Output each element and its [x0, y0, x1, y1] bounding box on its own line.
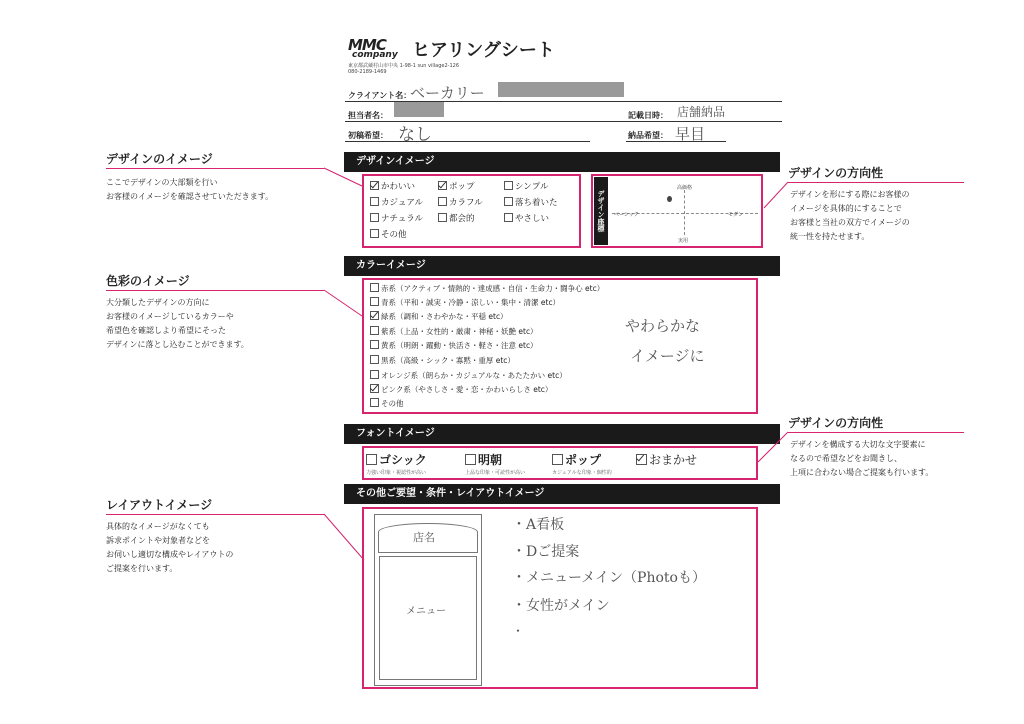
side-layout-line: お伺いし適切な構成やレイアウトの	[106, 550, 234, 559]
side-direction-title: デザインの方向性	[788, 166, 884, 180]
color-pink[interactable]	[370, 384, 552, 395]
option-gentle-label: やさしい	[515, 214, 550, 224]
option-calm-label: 落ち着いた	[515, 198, 558, 208]
layout-note-4[interactable]: ・女性がメイン	[512, 598, 610, 614]
color-red-label: 赤系（アクティブ・情熱的・達成感・自信・生命力・闘争心 etc）	[381, 284, 605, 293]
checkbox-checked-icon	[370, 384, 379, 393]
logo-mmc: MMC	[348, 36, 386, 54]
color-other[interactable]	[370, 398, 404, 409]
checkbox-icon	[370, 340, 379, 349]
option-other-label: その他	[381, 230, 407, 240]
delivery-underline	[626, 141, 726, 142]
logo-company: company	[352, 50, 398, 60]
side-color-line: 希望色を確認しより希望にそった	[106, 326, 226, 335]
font-pop-sub: カジュアルな印象・個性的	[552, 470, 612, 476]
first-draft-underline	[345, 141, 590, 142]
checkbox-icon	[504, 181, 513, 190]
side-color-text	[106, 296, 249, 352]
side-color-underline	[106, 290, 324, 291]
client-label: クライアント名：	[348, 91, 412, 100]
sketch-sign-label: 店名	[413, 531, 435, 544]
checkbox-icon	[370, 283, 379, 292]
layout-note-2[interactable]: ・Dご提案	[512, 544, 580, 560]
color-purple-label: 紫系（上品・女性的・厳粛・神秘・妖艶 etc）	[381, 327, 538, 336]
font-gothic[interactable]	[366, 451, 427, 468]
color-blue[interactable]	[370, 297, 560, 308]
sheet-title: ヒアリングシート	[412, 40, 555, 61]
checkbox-icon	[370, 229, 379, 238]
side-font-title: デザインの方向性	[788, 416, 884, 430]
checkbox-icon	[370, 197, 379, 206]
color-green-label: 緑系（調和・さわやかな・平穏 etc）	[381, 312, 508, 321]
option-calm[interactable]	[504, 196, 558, 208]
color-black-label: 黒系（高級・シック・寡黙・重厚 etc）	[381, 356, 515, 365]
side-layout-line: 訴求ポイントや対象者などを	[106, 536, 210, 545]
client-value[interactable]: ベーカリー	[410, 84, 485, 102]
side-layout-line: 具体的なイメージがなくても	[106, 522, 210, 531]
side-direction-text	[790, 188, 910, 244]
side-direction-line: 統一性を持たせます。	[790, 232, 870, 241]
redacted-person	[394, 102, 444, 117]
font-omakase[interactable]	[636, 451, 697, 468]
side-design-connector	[322, 166, 364, 188]
color-yellow[interactable]	[370, 340, 538, 351]
option-urban[interactable]	[438, 212, 475, 224]
side-design-line: ここでデザインの大部類を行い	[106, 178, 218, 187]
axis-top-label: 高価格	[677, 185, 693, 191]
option-natural[interactable]	[370, 212, 423, 224]
side-font-text	[790, 438, 933, 480]
layout-note-1[interactable]: ・A看板	[512, 517, 565, 533]
side-font-underline	[788, 432, 964, 433]
option-colorful-label: カラフル	[449, 198, 483, 208]
option-pop-label: ポップ	[449, 182, 475, 192]
company-address: 東京都武蔵村山市中央 1-98-1 sun village2-126	[348, 63, 460, 69]
font-mincho-label: 明朝	[478, 453, 503, 467]
checkbox-icon	[370, 370, 379, 379]
option-pop[interactable]	[438, 180, 475, 192]
first-draft-label: 初稿希望：	[348, 131, 388, 140]
side-layout-title: レイアウトイメージ	[106, 498, 213, 512]
side-font-line: デザインを構成する大切な文字要素に	[790, 440, 926, 449]
font-mincho[interactable]	[465, 451, 502, 468]
checkbox-icon	[552, 454, 563, 465]
axis-left-label: ベーシック	[614, 212, 639, 218]
color-pink-label: ピンク系（やさしさ・愛・恋・かわいらしさ etc）	[381, 385, 553, 394]
layout-note-5[interactable]: ・	[512, 624, 525, 638]
checkbox-icon	[370, 326, 379, 335]
option-gentle[interactable]	[504, 212, 549, 224]
design-image-bar: デザインイメージ	[344, 152, 780, 172]
font-image-bar: フォントイメージ	[344, 424, 780, 444]
checkbox-icon	[504, 213, 513, 222]
side-color-line: 大分類したデザインの方向に	[106, 298, 210, 307]
checkbox-icon	[438, 197, 447, 206]
side-design-line: お客様のイメージを確認させていただきます。	[106, 192, 274, 201]
checkbox-checked-icon	[636, 454, 647, 465]
side-font-line: 上項に合わない場合ご提案も行います。	[790, 468, 934, 477]
side-font-line: なるので希望などをお聞きし、	[790, 454, 902, 463]
side-design-text	[106, 176, 273, 204]
font-gothic-sub: 力強い印象・視認性が高い	[366, 470, 427, 476]
option-casual[interactable]	[370, 196, 423, 208]
coord-v-axis	[684, 190, 685, 235]
sketch-menu-area	[379, 556, 477, 680]
checkbox-checked-icon	[438, 181, 447, 190]
side-direction-line: お客様と当社の双方でイメージの	[790, 218, 910, 227]
side-layout-connector	[322, 512, 366, 562]
checkbox-icon	[504, 197, 513, 206]
font-pop[interactable]	[552, 451, 601, 468]
color-note-line2[interactable]: イメージに	[630, 347, 705, 365]
design-coordinate-label: デザイン座標	[594, 177, 608, 245]
color-blue-label: 青系（平和・誠実・冷静・涼しい・集中・清潔 etc）	[381, 298, 561, 307]
side-layout-line: ご提案を行います。	[106, 564, 178, 573]
checkbox-checked-icon	[370, 311, 379, 320]
font-mincho-sub: 上品な印象・可読性が高い	[465, 470, 526, 476]
color-green[interactable]	[370, 311, 508, 322]
checkbox-icon	[370, 297, 379, 306]
color-orange-label: オレンジ系（朗らか・カジュアルな・あたたかい etc）	[381, 371, 567, 380]
sketch-menu-label: メニュー	[406, 606, 446, 617]
side-layout-underline	[106, 514, 324, 515]
option-natural-label: ナチュラル	[381, 214, 423, 224]
option-other[interactable]	[370, 228, 407, 240]
delivery-value[interactable]: 早目	[675, 125, 706, 143]
side-color-line: お客様のイメージしているカラーや	[106, 312, 234, 321]
company-tel: 080-2189-1469	[348, 69, 387, 75]
option-kawaii-label: かわいい	[381, 182, 416, 192]
layout-note-3[interactable]: ・メニューメイン（Photoも）	[512, 570, 706, 586]
color-black[interactable]	[370, 355, 515, 366]
side-color-connector	[322, 288, 364, 318]
checkbox-icon	[465, 454, 476, 465]
redacted-client	[498, 82, 624, 97]
side-design-title: デザインのイメージ	[106, 152, 213, 166]
date-label: 記載日時：	[628, 111, 668, 120]
checkbox-icon	[370, 213, 379, 222]
option-kawaii[interactable]	[370, 180, 415, 192]
person-label: 担当者名：	[348, 111, 388, 120]
axis-bottom-label: 実用	[678, 238, 689, 244]
side-font-connector	[756, 430, 790, 464]
delivery-label: 納品希望：	[628, 131, 668, 140]
color-purple[interactable]	[370, 326, 538, 337]
option-colorful[interactable]	[438, 196, 483, 208]
color-yellow-label: 黄系（明朗・躍動・快活さ・軽さ・注意 etc）	[381, 341, 538, 350]
option-casual-label: カジュアル	[381, 198, 423, 208]
checkbox-icon	[366, 454, 377, 465]
side-layout-text	[106, 520, 233, 576]
option-simple-label: シンプル	[515, 182, 549, 192]
font-omakase-label: おまかせ	[649, 453, 698, 467]
date-value[interactable]: 店舗納品	[677, 105, 726, 119]
side-direction-line: イメージを具体的にすることで	[790, 204, 902, 213]
side-color-line: デザインに落とし込むことができます。	[106, 340, 249, 349]
side-direction-line: デザインを形にする際にお客様の	[790, 190, 910, 199]
color-image-bar: カラーイメージ	[344, 256, 780, 276]
side-design-underline	[106, 168, 324, 169]
checkbox-checked-icon	[370, 181, 379, 190]
color-note-line1[interactable]: やわらかな	[625, 317, 701, 335]
color-orange[interactable]	[370, 370, 567, 381]
first-draft-value[interactable]: なし	[398, 125, 432, 145]
option-urban-label: 都会的	[449, 214, 475, 224]
checkbox-icon	[438, 213, 447, 222]
font-pop-label: ポップ	[565, 453, 602, 467]
checkbox-icon	[370, 398, 379, 407]
option-simple[interactable]	[504, 180, 548, 192]
axis-right-label: モダン	[728, 212, 744, 218]
coord-marker-icon	[667, 196, 672, 202]
font-gothic-label: ゴシック	[379, 453, 427, 467]
layout-image-bar: その他ご要望・条件・レイアウトイメージ	[344, 484, 780, 504]
side-direction-underline	[788, 182, 964, 183]
color-red[interactable]	[370, 283, 604, 294]
color-other-label: その他	[381, 399, 404, 408]
checkbox-icon	[370, 355, 379, 364]
side-color-title: 色彩のイメージ	[106, 274, 190, 288]
side-direction-connector	[762, 180, 790, 210]
